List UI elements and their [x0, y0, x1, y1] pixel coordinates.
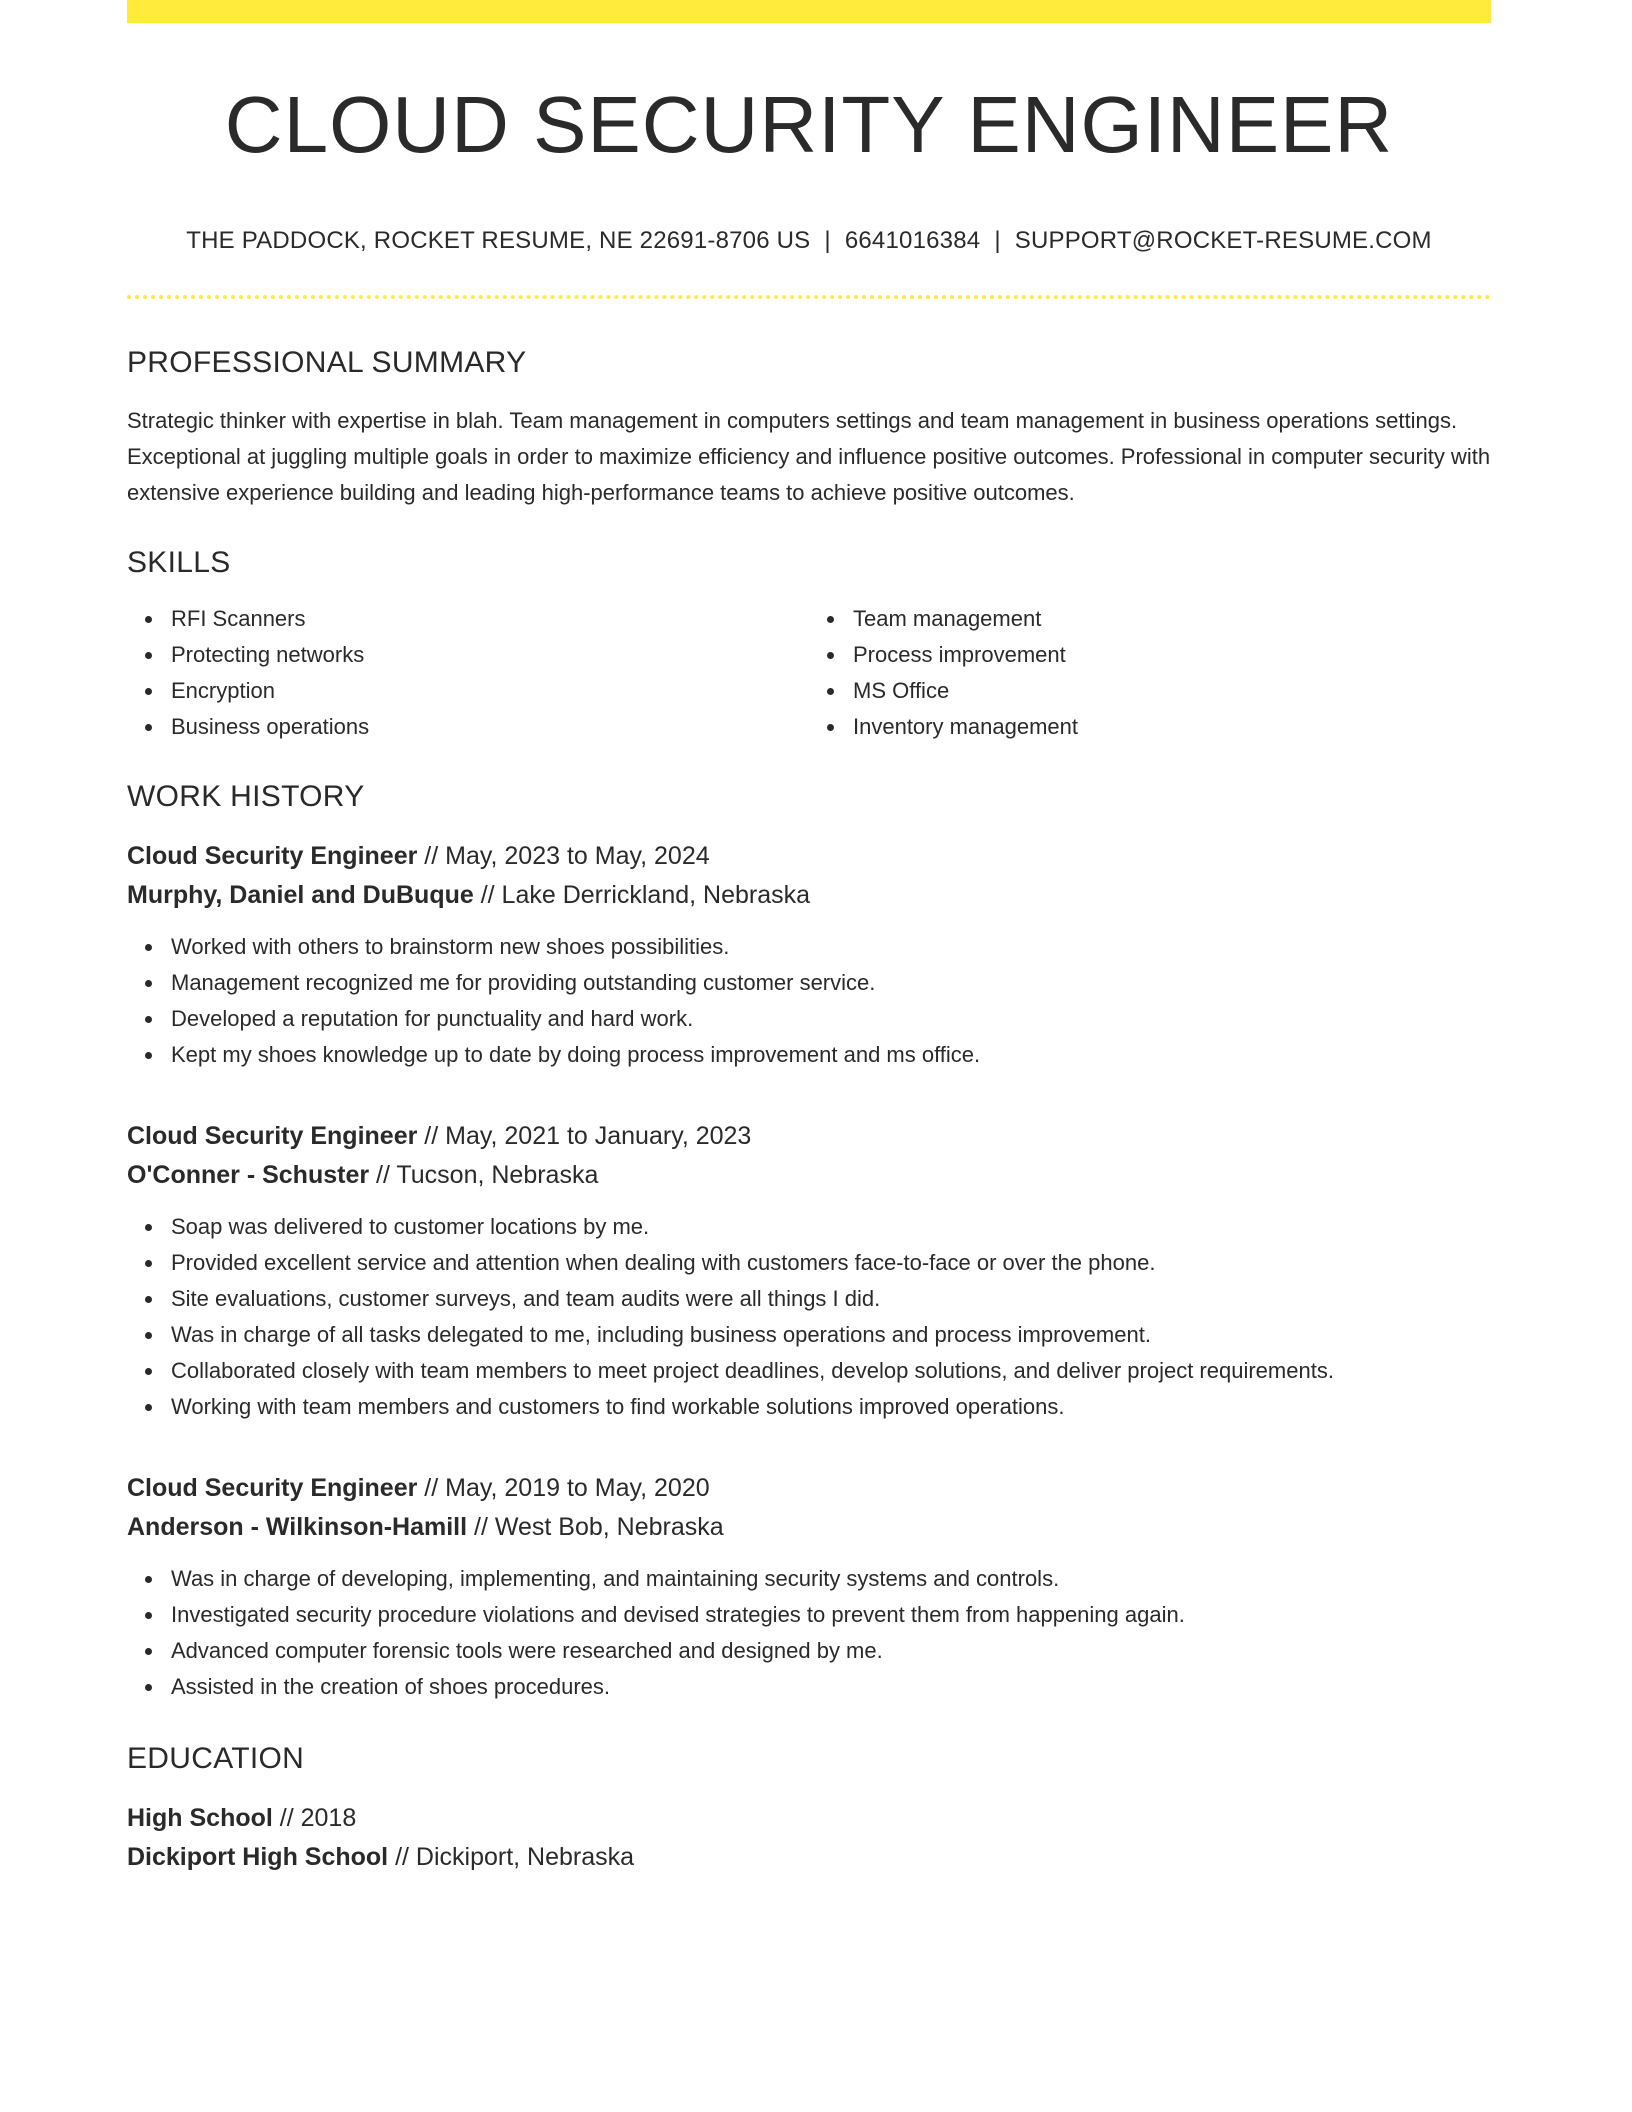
- job-company: Anderson - Wilkinson-Hamill: [127, 1512, 468, 1541]
- education-heading: EDUCATION: [127, 1741, 305, 1775]
- summary-heading: PROFESSIONAL SUMMARY: [127, 345, 527, 379]
- job-title-line: [127, 1469, 1491, 1508]
- contact-separator: |: [994, 227, 1001, 254]
- job-title: Cloud Security Engineer: [127, 1121, 418, 1150]
- job-bullet: Provided excellent service and attention when dealing with customers face-to-face or over the phone.: [171, 1245, 1491, 1281]
- job-company: Murphy, Daniel and DuBuque: [127, 880, 474, 909]
- skill-item: RFI Scanners: [171, 601, 809, 637]
- job-company: O'Conner - Schuster: [127, 1160, 370, 1189]
- skill-item: Protecting networks: [171, 637, 809, 673]
- job-location: // Lake Derrickland, Nebraska: [473, 880, 811, 909]
- skills-column-left: [127, 601, 809, 745]
- job-bullet: Advanced computer forensic tools were researched and designed by me.: [171, 1633, 1491, 1669]
- job-bullet: Management recognized me for providing outstanding customer service.: [171, 965, 1491, 1001]
- job-bullet: Was in charge of developing, implementing, and maintaining security systems and controls.: [171, 1561, 1491, 1597]
- job-company-line: [127, 876, 1491, 915]
- contact-address: THE PADDOCK, ROCKET RESUME, NE 22691-8706 US: [186, 227, 811, 254]
- skill-item: Inventory management: [853, 709, 1491, 745]
- job-bullet: Kept my shoes knowledge up to date by doing process improvement and ms office.: [171, 1037, 1491, 1073]
- contact-separator: |: [824, 227, 831, 254]
- job-bullet: Site evaluations, customer surveys, and team audits were all things I did.: [171, 1281, 1491, 1317]
- contact-line: [127, 227, 1491, 256]
- skill-item: MS Office: [853, 673, 1491, 709]
- education-entry: [127, 1799, 1491, 1877]
- job-bullets: [127, 1561, 1491, 1705]
- job-dates: // May, 2023 to May, 2024: [417, 841, 710, 870]
- job-dates: // May, 2019 to May, 2020: [417, 1473, 710, 1502]
- skill-item: Encryption: [171, 673, 809, 709]
- job-title-line: [127, 837, 1491, 876]
- skill-item: Process improvement: [853, 637, 1491, 673]
- job-location: // West Bob, Nebraska: [467, 1512, 724, 1541]
- job-bullet: Worked with others to brainstorm new shoes possibilities.: [171, 929, 1491, 965]
- job-title-line: [127, 1117, 1491, 1156]
- job-bullet: Developed a reputation for punctuality and hard work.: [171, 1001, 1491, 1037]
- job-bullets: [127, 929, 1491, 1073]
- skill-item: Team management: [853, 601, 1491, 637]
- job-bullets: [127, 1209, 1491, 1425]
- contact-email: SUPPORT@ROCKET-RESUME.COM: [1014, 227, 1432, 254]
- header-divider: [127, 295, 1491, 299]
- job-company-line: [127, 1156, 1491, 1195]
- education-degree-line: [127, 1799, 1491, 1838]
- education-year: // 2018: [272, 1803, 357, 1832]
- job-bullet: Working with team members and customers to find workable solutions improved operations.: [171, 1389, 1491, 1425]
- job-bullet: Investigated security procedure violations and devised strategies to prevent them from happening again.: [171, 1597, 1491, 1633]
- resume-page: [127, 0, 1491, 1877]
- job-entry: [127, 837, 1491, 1073]
- education-school: Dickiport High School: [127, 1842, 389, 1871]
- job-entry: [127, 1117, 1491, 1425]
- accent-top-bar: [127, 0, 1491, 23]
- job-title: Cloud Security Engineer: [127, 841, 418, 870]
- summary-text: Strategic thinker with expertise in blah. Team management in computers settings and team management in business operations settings. Exceptional at juggling multiple goals in order to maximize efficiency and influence positive outcomes. Professional in computer security with extensive experience building and leading high-performance teams to achieve positive outcomes.: [127, 407, 1491, 505]
- resume-title: CLOUD SECURITY ENGINEER: [224, 80, 1394, 169]
- job-location: // Tucson, Nebraska: [369, 1160, 599, 1189]
- job-company-line: [127, 1508, 1491, 1547]
- job-bullet: Soap was delivered to customer locations by me.: [171, 1209, 1491, 1245]
- job-title: Cloud Security Engineer: [127, 1473, 418, 1502]
- education-school-line: [127, 1838, 1491, 1877]
- education-location: // Dickiport, Nebraska: [388, 1842, 635, 1871]
- skills-column-right: [809, 601, 1491, 745]
- work-history-heading: WORK HISTORY: [127, 779, 365, 813]
- skills-heading: SKILLS: [127, 545, 231, 579]
- job-bullet: Was in charge of all tasks delegated to me, including business operations and process improvement.: [171, 1317, 1491, 1353]
- skills-list: [127, 601, 1491, 745]
- job-bullet: Collaborated closely with team members to meet project deadlines, develop solutions, and deliver project requirements.: [171, 1353, 1491, 1389]
- skill-item: Business operations: [171, 709, 809, 745]
- education-degree: High School: [127, 1803, 273, 1832]
- job-entry: [127, 1469, 1491, 1705]
- contact-phone: 6641016384: [844, 227, 981, 254]
- job-bullet: Assisted in the creation of shoes procedures.: [171, 1669, 1491, 1705]
- job-dates: // May, 2021 to January, 2023: [417, 1121, 752, 1150]
